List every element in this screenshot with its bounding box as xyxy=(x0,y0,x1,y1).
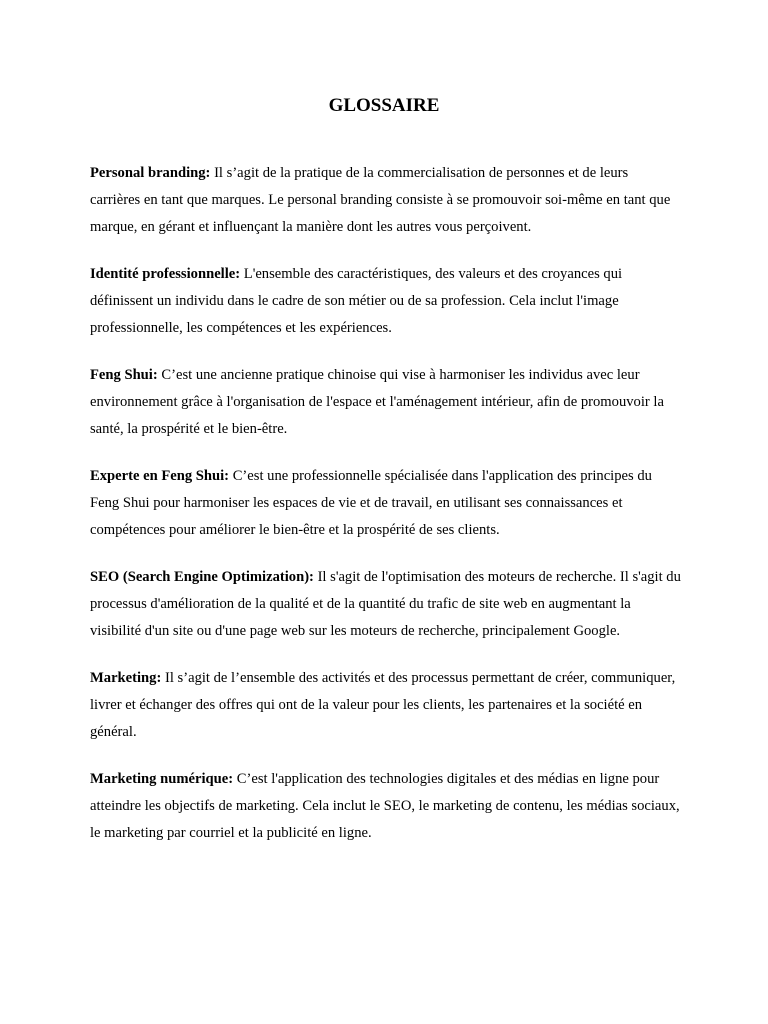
glossary-entry-feng-shui xyxy=(90,362,682,443)
glossary-definition: C’est une ancienne pratique chinoise qui vise à harmoniser les individus avec leur environnement grâce à l'organisation de l'espace et l'aménagement intérieur, afin de promouvoir la santé, la prospérité et le bien-être. xyxy=(90,367,664,437)
glossary-definition: C’est une professionnelle spécialisée dans l'application des principes du Feng Shui pour harmoniser les espaces de vie et de travail, en utilisant ses connaissances et compétences pour améliorer le bien-être et la prospérité de ses clients. xyxy=(90,468,652,538)
glossary-entry-seo xyxy=(90,564,682,645)
glossary-term: Personal branding: xyxy=(90,165,211,181)
glossary-definition: Il s’agit de la pratique de la commercialisation de personnes et de leurs carrières en tant que marques. Le personal branding consiste à se promouvoir soi-même en tant que marque, en gérant et influençant la manière dont les autres vous perçoivent. xyxy=(90,165,671,235)
glossary-entry-experte-feng-shui xyxy=(90,463,682,544)
glossary-term: Identité professionnelle: xyxy=(90,266,241,282)
glossary-definition: C’est l'application des technologies digitales et des médias en ligne pour atteindre les objectifs de marketing. Cela inclut le SEO, le marketing de contenu, les médias sociaux, le marketing par courriel et la publicité en ligne. xyxy=(90,771,680,841)
glossary-term: Feng Shui: xyxy=(90,367,158,383)
glossary-entry-marketing-numerique xyxy=(90,766,682,847)
glossary-entry-personal-branding xyxy=(90,160,682,241)
glossary-entry-identite-professionnelle xyxy=(90,261,682,342)
glossary-term: Experte en Feng Shui: xyxy=(90,468,230,484)
glossary-term: SEO (Search Engine Optimization): xyxy=(90,569,314,585)
glossary-list xyxy=(90,160,682,867)
glossary-entry-marketing xyxy=(90,665,682,746)
glossary-definition: Il s'agit de l'optimisation des moteurs de recherche. Il s'agit du processus d'amélioration de la qualité et de la quantité du trafic de site web en augmentant la visibilité d'un site ou d'une page web sur les moteurs de recherche, principalement Google. xyxy=(90,569,681,639)
page-title: GLOSSAIRE xyxy=(328,95,440,116)
glossary-definition: L'ensemble des caractéristiques, des valeurs et des croyances qui définissent un individu dans le cadre de son métier ou de sa profession. Cela inclut l'image professionnelle, les compétences et les expériences. xyxy=(90,266,623,336)
glossary-term: Marketing numérique: xyxy=(90,771,234,787)
glossary-definition: Il s’agit de l’ensemble des activités et des processus permettant de créer, communiquer, livrer et échanger des offres qui ont de la valeur pour les clients, les partenaires et la société en général. xyxy=(90,670,676,740)
glossary-term: Marketing: xyxy=(90,670,162,686)
